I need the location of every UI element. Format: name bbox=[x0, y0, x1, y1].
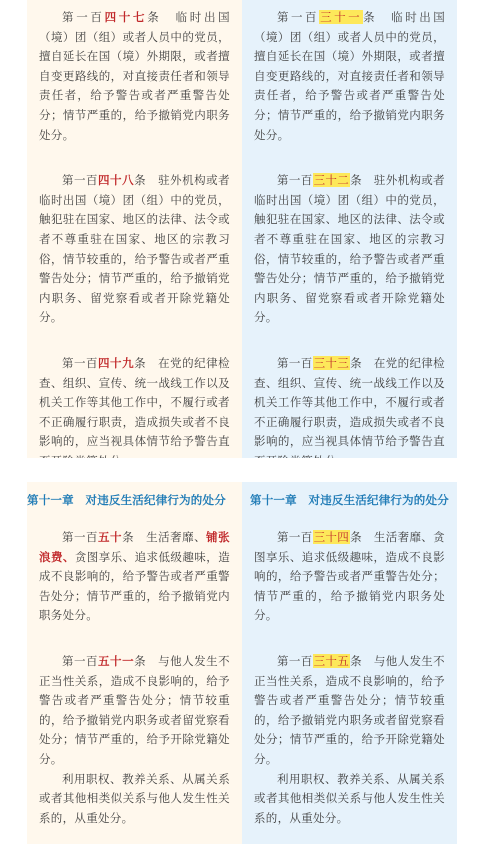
article-number: 四十九 bbox=[98, 355, 135, 370]
article-149 bbox=[39, 354, 230, 472]
article-body: 驻外机构或者临时出国（境）团（组）中的党员，触犯驻在国家、地区的法律、法令或者不尊重驻在国家、地区的宗教习俗，情节较重的，给予警告或者严重警告处分；情节严重的，给予撤销党内职务、留党察看或者开除党籍处分。 bbox=[39, 173, 230, 325]
comparison-bottom bbox=[27, 482, 457, 844]
article-number: 三十三 bbox=[313, 355, 350, 370]
article-151 bbox=[39, 652, 230, 770]
article-suffix: 条 bbox=[122, 530, 135, 544]
article-135-extra: 利用职权、教养关系、从属关系或者其他相类似关系与他人发生性关系的，从重处分。 bbox=[254, 771, 445, 825]
article-suffix: 条 bbox=[134, 653, 147, 668]
article-suffix: 条 bbox=[350, 653, 363, 668]
article-prefix: 第一百 bbox=[277, 355, 313, 370]
article-body: 临时出国（境）团（组）或者人员中的党员，擅自延长在国（境）外期限，或者擅自变更路线的，对直接责任者和领导责任者，给予警告或者严重警告处分；情节严重的，给予撤销党内职务处分。 bbox=[254, 10, 446, 142]
chapter-title: 第十一章 对违反生活纪律行为的处分 bbox=[250, 493, 449, 507]
article-suffix: 条 bbox=[147, 10, 162, 24]
article-number: 三十四 bbox=[313, 530, 350, 544]
article-prefix: 第一百 bbox=[277, 10, 320, 24]
article-prefix: 第一百 bbox=[62, 10, 105, 24]
article-number: 四十七 bbox=[104, 10, 148, 24]
article-body: 生活奢靡、贪图享乐、追求低级趣味，造成不良影响的，给予警告或者严重警告处分；情节严重的，给予撤销党内职务处分。 bbox=[254, 530, 445, 623]
new-version-column-chapter11 bbox=[242, 482, 457, 844]
article-133 bbox=[254, 354, 445, 472]
article-suffix: 条 bbox=[350, 355, 363, 370]
article-number: 三十一 bbox=[320, 10, 363, 24]
article-151-extra: 利用职权、教养关系、从属关系或者其他相类似关系与他人发生性关系的，从重处分。 bbox=[39, 771, 230, 825]
section-separator bbox=[0, 458, 494, 482]
article-number: 五十 bbox=[98, 530, 123, 544]
comparison-top bbox=[27, 0, 457, 458]
article-134 bbox=[254, 528, 445, 626]
article-body: 贪图享乐、追求低级趣味，造成不良影响的，给予警告或者严重警告处分；情节严重的，给予撤销党内职务处分。 bbox=[39, 549, 230, 623]
article-suffix: 条 bbox=[350, 173, 363, 188]
article-prefix: 第一百 bbox=[62, 530, 99, 544]
article-132 bbox=[254, 171, 445, 328]
article-body: 临时出国（境）团（组）或者人员中的党员，擅自延长在国（境）外期限，或者擅自变更路线的，对直接责任者和领导责任者，给予警告或者严重警告处分；情节严重的，给予撤销党内职务处分。 bbox=[39, 10, 230, 142]
article-148 bbox=[39, 171, 230, 328]
article-147 bbox=[39, 8, 230, 145]
old-version-column bbox=[27, 0, 242, 458]
article-prefix: 第一百 bbox=[62, 173, 99, 188]
article-number: 四十八 bbox=[98, 173, 135, 188]
article-suffix: 条 bbox=[134, 355, 147, 370]
new-version-column bbox=[242, 0, 457, 458]
highlighted-phrase: 铺张浪费、 bbox=[39, 530, 230, 564]
old-version-column-chapter11 bbox=[27, 482, 242, 844]
article-prefix: 第一百 bbox=[277, 653, 313, 668]
article-150 bbox=[39, 528, 230, 626]
chapter-title: 第十一章 对违反生活纪律行为的处分 bbox=[27, 493, 226, 507]
article-135 bbox=[254, 652, 445, 770]
article-prefix: 第一百 bbox=[277, 530, 313, 544]
article-suffix: 条 bbox=[363, 10, 378, 24]
article-body: 在党的纪律检查、组织、宣传、统一战线工作以及机关工作等其他工作中，不履行或者不正确履行职责，造成损失或者不良影响的，应当视具体情节给予警告直 bbox=[254, 355, 445, 449]
article-prefix: 第一百 bbox=[62, 355, 99, 370]
article-number: 三十五 bbox=[313, 653, 350, 668]
article-body: 驻外机构或者临时出国（境）团（组）中的党员，触犯驻在国家、地区的法律、法令或者不尊重驻在国家、地区的宗教习俗，情节较重的，给予警告或者严重警告处分；情节严重的，给予撤销党内职务、留党察看或者开除党籍处分。 bbox=[254, 173, 445, 325]
article-suffix: 条 bbox=[134, 173, 147, 188]
article-131 bbox=[254, 8, 445, 145]
article-suffix: 条 bbox=[350, 530, 363, 544]
article-body: 在党的纪律检查、组织、宣传、统一战线工作以及机关工作等其他工作中，不履行或者不正确履行职责，造成损失或者不良影响的，应当视具体情节给予警告直 bbox=[39, 355, 230, 449]
article-number: 五十一 bbox=[98, 653, 135, 668]
article-body: 生活奢靡、 bbox=[134, 530, 207, 544]
article-number: 三十二 bbox=[313, 173, 350, 188]
article-body: 与他人发生不正当性关系，造成不良影响的，给予警告或者严重警告处分；情节较重的，给予撤销党内职务或者留党察看处分；情节严重的，给予开除党籍处分。 bbox=[39, 653, 230, 766]
article-prefix: 第一百 bbox=[62, 653, 99, 668]
article-prefix: 第一百 bbox=[277, 173, 313, 188]
article-body: 与他人发生不正当性关系，造成不良影响的，给予警告或者严重警告处分；情节较重的，给予撤销党内职务或者留党察看处分；情节严重的，给予开除党籍处分。 bbox=[254, 653, 445, 766]
